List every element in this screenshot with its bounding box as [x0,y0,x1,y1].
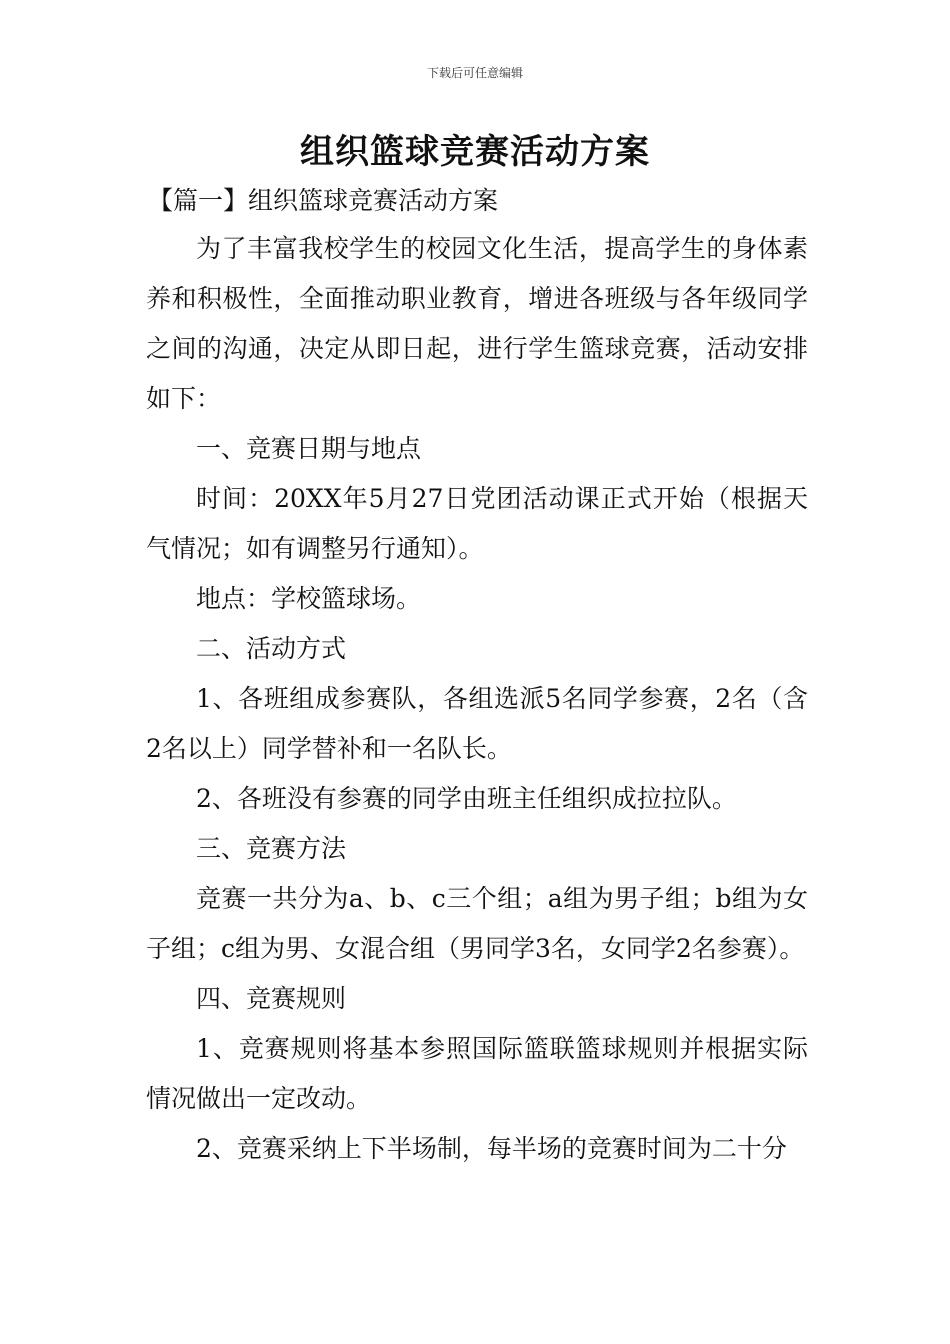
paragraph-time: 时间：20XX年5月27日党团活动课正式开始（根据天气情况；如有调整另行通知）。 [146,484,808,563]
paragraph-location: 地点：学校篮球场。 [196,584,422,613]
paragraph-rule-2: 2、竞赛采纳上下半场制，每半场的竞赛时间为二十分 [196,1134,787,1163]
heading-competition-method: 三、竞赛方法 [196,834,347,863]
heading-competition-rules: 四、竞赛规则 [196,984,347,1013]
header-note: 下载后可任意编辑 [426,66,523,80]
paragraph-team-formation: 1、各班组成参赛队，各组选派5名同学参赛，2名（含2名以上）同学替补和一名队长。 [146,684,808,763]
heading-date-location: 一、竞赛日期与地点 [196,434,422,463]
document-title: 组织篮球竞赛活动方案 [300,132,650,172]
section-heading: 【篇一】组织篮球竞赛活动方案 [148,186,499,215]
heading-activity-format: 二、活动方式 [196,634,347,663]
document-body [146,224,808,1174]
paragraph-cheer-squad: 2、各班没有参赛的同学由班主任组织成拉拉队。 [196,784,737,813]
paragraph-groups: 竞赛一共分为a、b、c三个组；a组为男子组；b组为女子组；c组为男、女混合组（男同学3名，女同学2名参赛）。 [146,884,808,963]
paragraph-intro: 为了丰富我校学生的校园文化生活，提高学生的身体素养和积极性，全面推动职业教育，增进各班级与各年级同学之间的沟通，决定从即日起，进行学生篮球竞赛，活动安排如下： [146,234,808,413]
paragraph-rule-1: 1、竞赛规则将基本参照国际篮联篮球规则并根据实际情况做出一定改动。 [146,1034,808,1113]
